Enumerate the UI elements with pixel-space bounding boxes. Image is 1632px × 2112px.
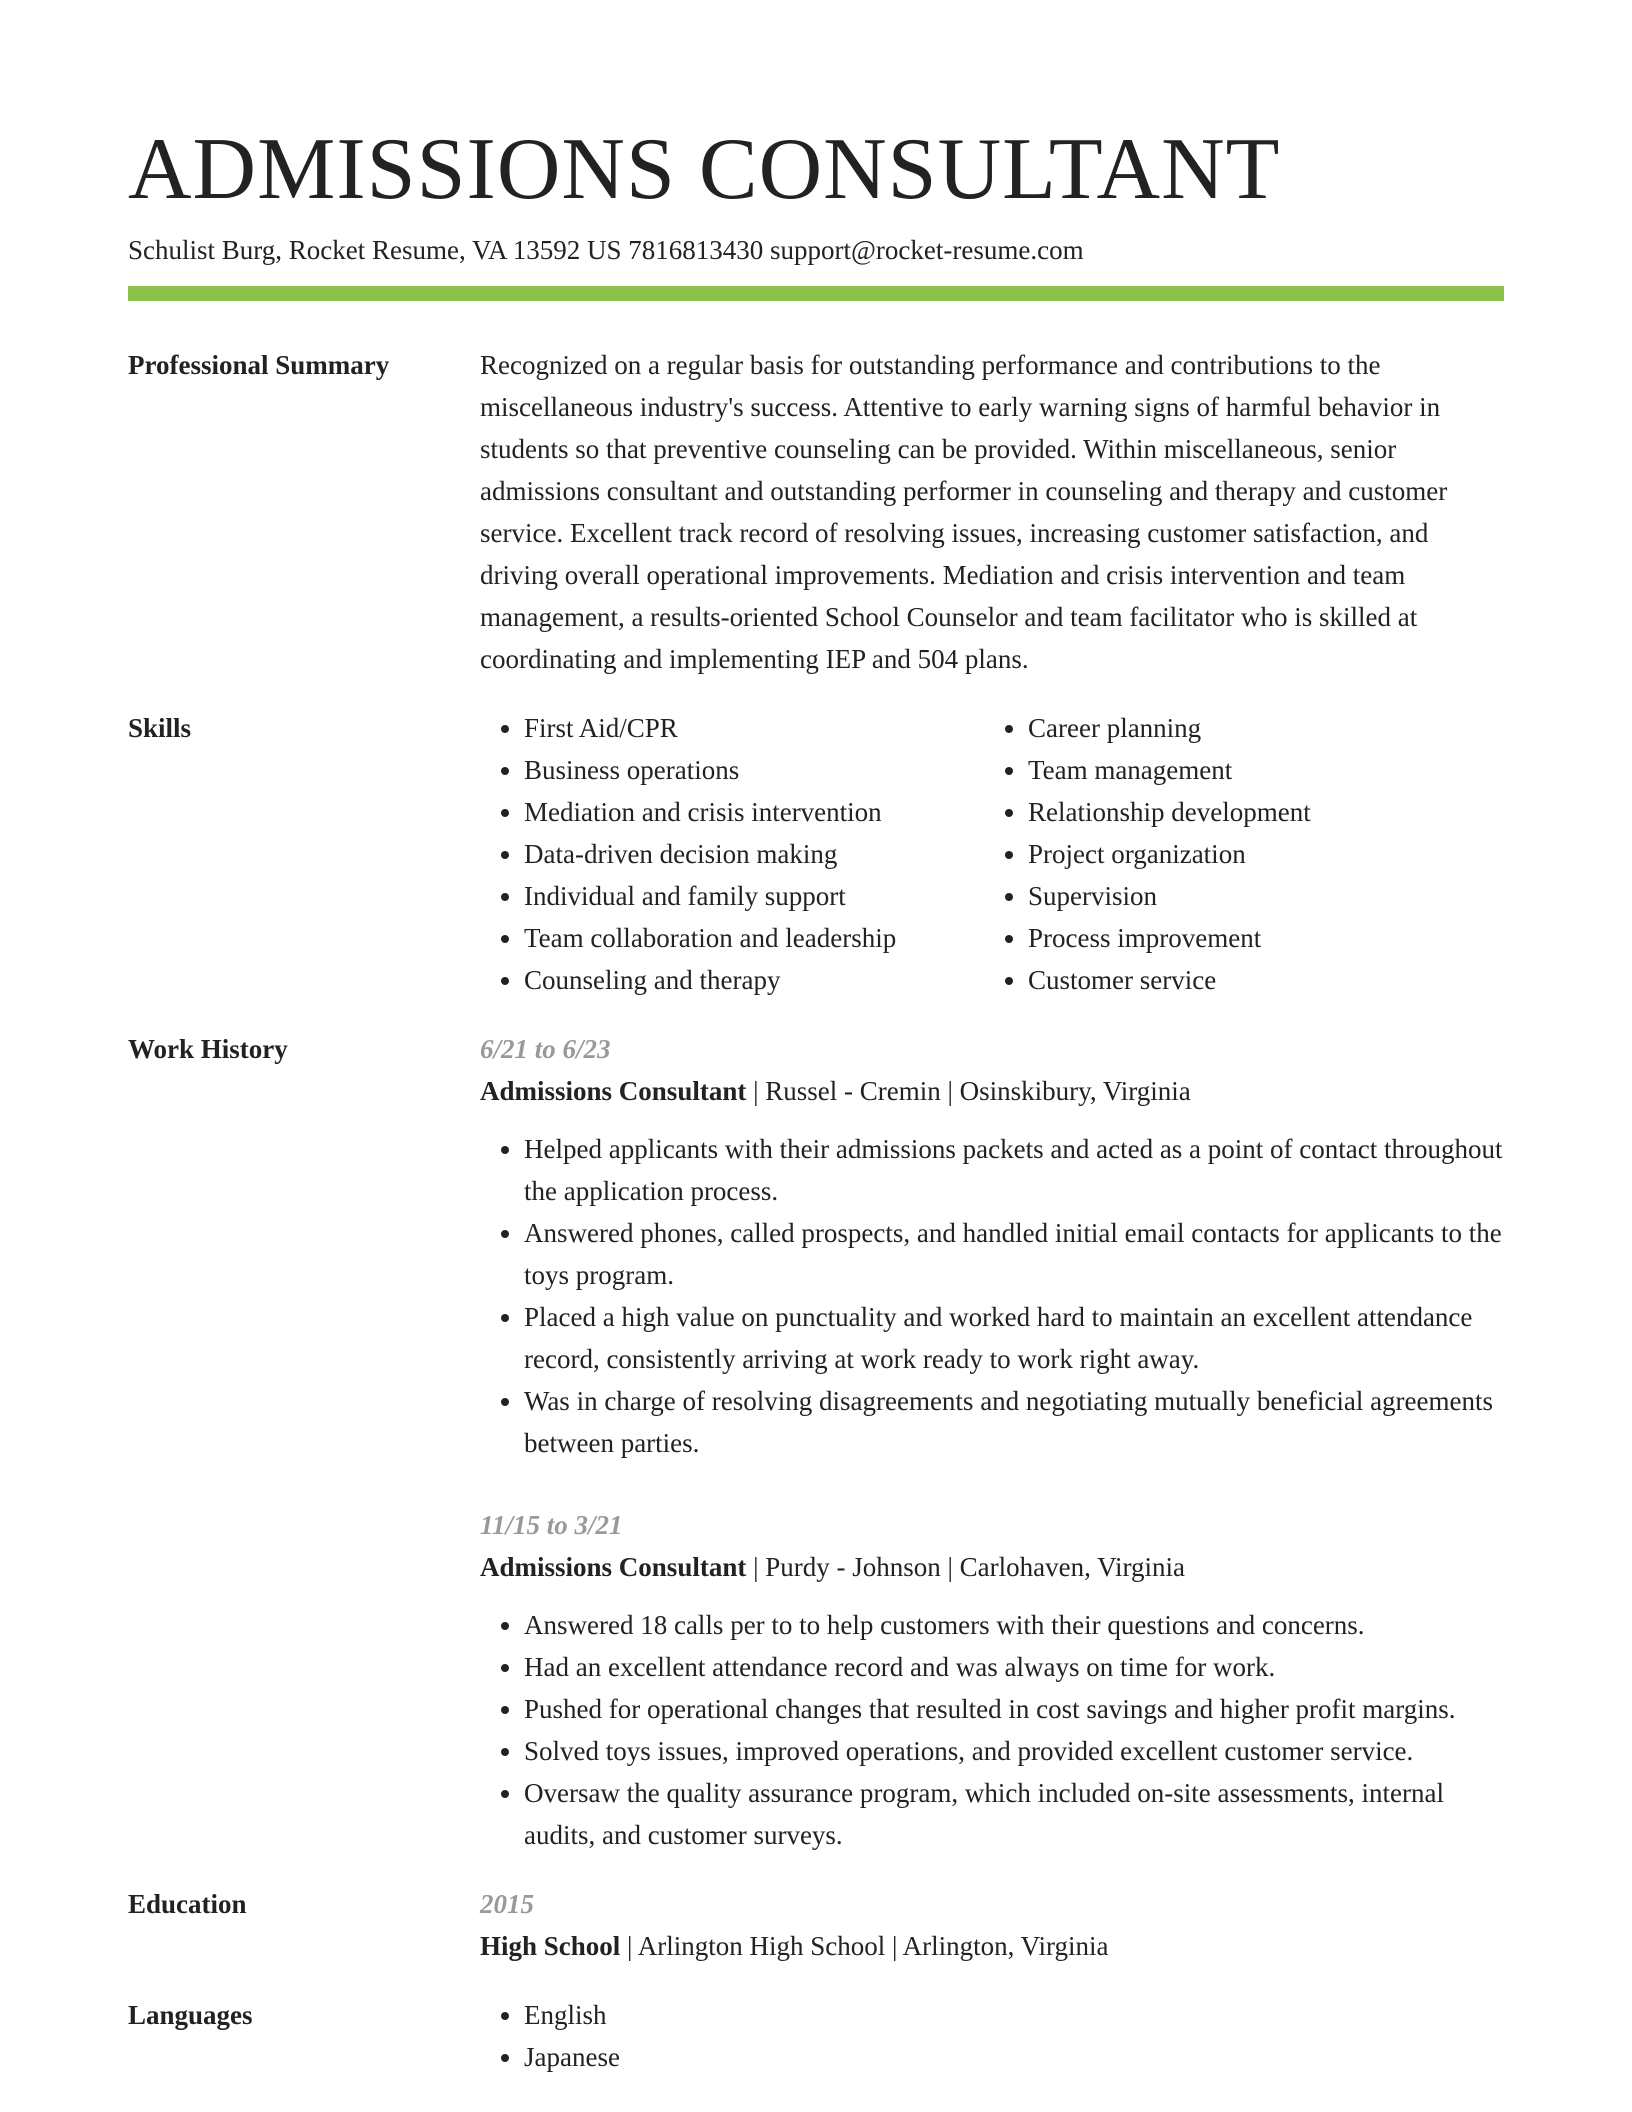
skill-item: • Data-driven decision making [524,833,984,875]
skill-item: • Customer service [1028,959,1488,1001]
skill-item: • Business operations [524,749,984,791]
job-role-line [480,1070,1504,1112]
duty-item: • Was in charge of resolving disagreements and negotiating mutually beneficial agreements between parties. [524,1380,1504,1464]
skill-item: • Team management [1028,749,1488,791]
skill-item: • Supervision [1028,875,1488,917]
contact-email: support@rocket-resume.com [770,235,1084,265]
section-label-education: Education [128,1889,247,1919]
skill-item: • Individual and family support [524,875,984,917]
duty-item: • Helped applicants with their admissions packets and acted as a point of contact throughout the application process. [524,1128,1504,1212]
education-year: 2015 [480,1889,534,1919]
skill-item: • First Aid/CPR [524,707,984,749]
job-employer: | Russel - Cremin | Osinskibury, Virginia [746,1076,1191,1106]
duty-item: • Pushed for operational changes that resulted in cost savings and higher profit margins. [524,1688,1504,1730]
skill-item: • Relationship development [1028,791,1488,833]
duty-item: • Oversaw the quality assurance program, which included on-site assessments, internal audits, and customer surveys. [524,1772,1504,1856]
skill-item: • Team collaboration and leadership [524,917,984,959]
candidate-name: ADMISSIONS CONSULTANT [128,121,1281,218]
job-entry [480,1028,1504,1464]
education-section [128,1888,1504,1967]
duty-item: • Solved toys issues, improved operations, and provided excellent customer service. [524,1730,1504,1772]
section-label-skills: Skills [128,713,192,743]
job-employer: | Purdy - Johnson | Carlohaven, Virginia [746,1552,1186,1582]
skill-item: • Process improvement [1028,917,1488,959]
languages-list [480,1994,1504,2078]
job-entry [480,1504,1504,1856]
section-label-summary: Professional Summary [128,350,390,380]
skills-list-left [480,707,984,1001]
duty-item: • Placed a high value on punctuality and worked hard to maintain an excellent attendance record, consistently arriving at work ready to work right away. [524,1296,1504,1380]
job-duties [480,1128,1504,1464]
job-dates: 6/21 to 6/23 [480,1034,611,1064]
summary-section [128,349,1504,680]
job-title: Admissions Consultant [480,1076,747,1106]
education-school: | Arlington High School | Arlington, Virginia [620,1931,1109,1961]
skill-item: • Counseling and therapy [524,959,984,1001]
duty-item: • Answered 18 calls per to to help customers with their questions and concerns. [524,1604,1504,1646]
skills-list-right [984,707,1488,1001]
education-degree: High School [480,1931,621,1961]
languages-section [128,1999,1504,2078]
resume-page [128,118,1504,2078]
section-label-languages: Languages [128,2000,253,2030]
job-title: Admissions Consultant [480,1552,747,1582]
education-line [480,1925,1504,1967]
language-item: • Japanese [524,2036,1504,2078]
header-divider [128,286,1504,301]
job-duties [480,1604,1504,1856]
contact-phone: 7816813430 [628,235,764,265]
skill-item: • Mediation and crisis intervention [524,791,984,833]
contact-line [128,232,1504,268]
work-history-section [128,1033,1504,1856]
contact-address: Schulist Burg, Rocket Resume, VA 13592 US [128,235,622,265]
duty-item: • Had an excellent attendance record and was always on time for work. [524,1646,1504,1688]
duty-item: • Answered phones, called prospects, and handled initial email contacts for applicants to the toys program. [524,1212,1504,1296]
language-item: • English [524,1994,1504,2036]
skill-item: • Project organization [1028,833,1488,875]
skill-item: • Career planning [1028,707,1488,749]
skills-section [128,712,1504,1001]
summary-text: Recognized on a regular basis for outstanding performance and contributions to the miscellaneous industry's success. Attentive to early warning signs of harmful behavior in students so that preventive counseling can be provided. Within miscellaneous, senior admissions consultant and outstanding performer in counseling and therapy and customer service. Excellent track record of resolving issues, increasing customer satisfaction, and driving overall operational improvements. Mediation and crisis intervention and team management, a results-oriented School Counselor and team facilitator who is skilled at coordinating and implementing IEP and 504 plans. [480,350,1448,674]
job-role-line [480,1546,1504,1588]
job-dates: 11/15 to 3/21 [480,1510,623,1540]
section-label-work-history: Work History [128,1034,288,1064]
